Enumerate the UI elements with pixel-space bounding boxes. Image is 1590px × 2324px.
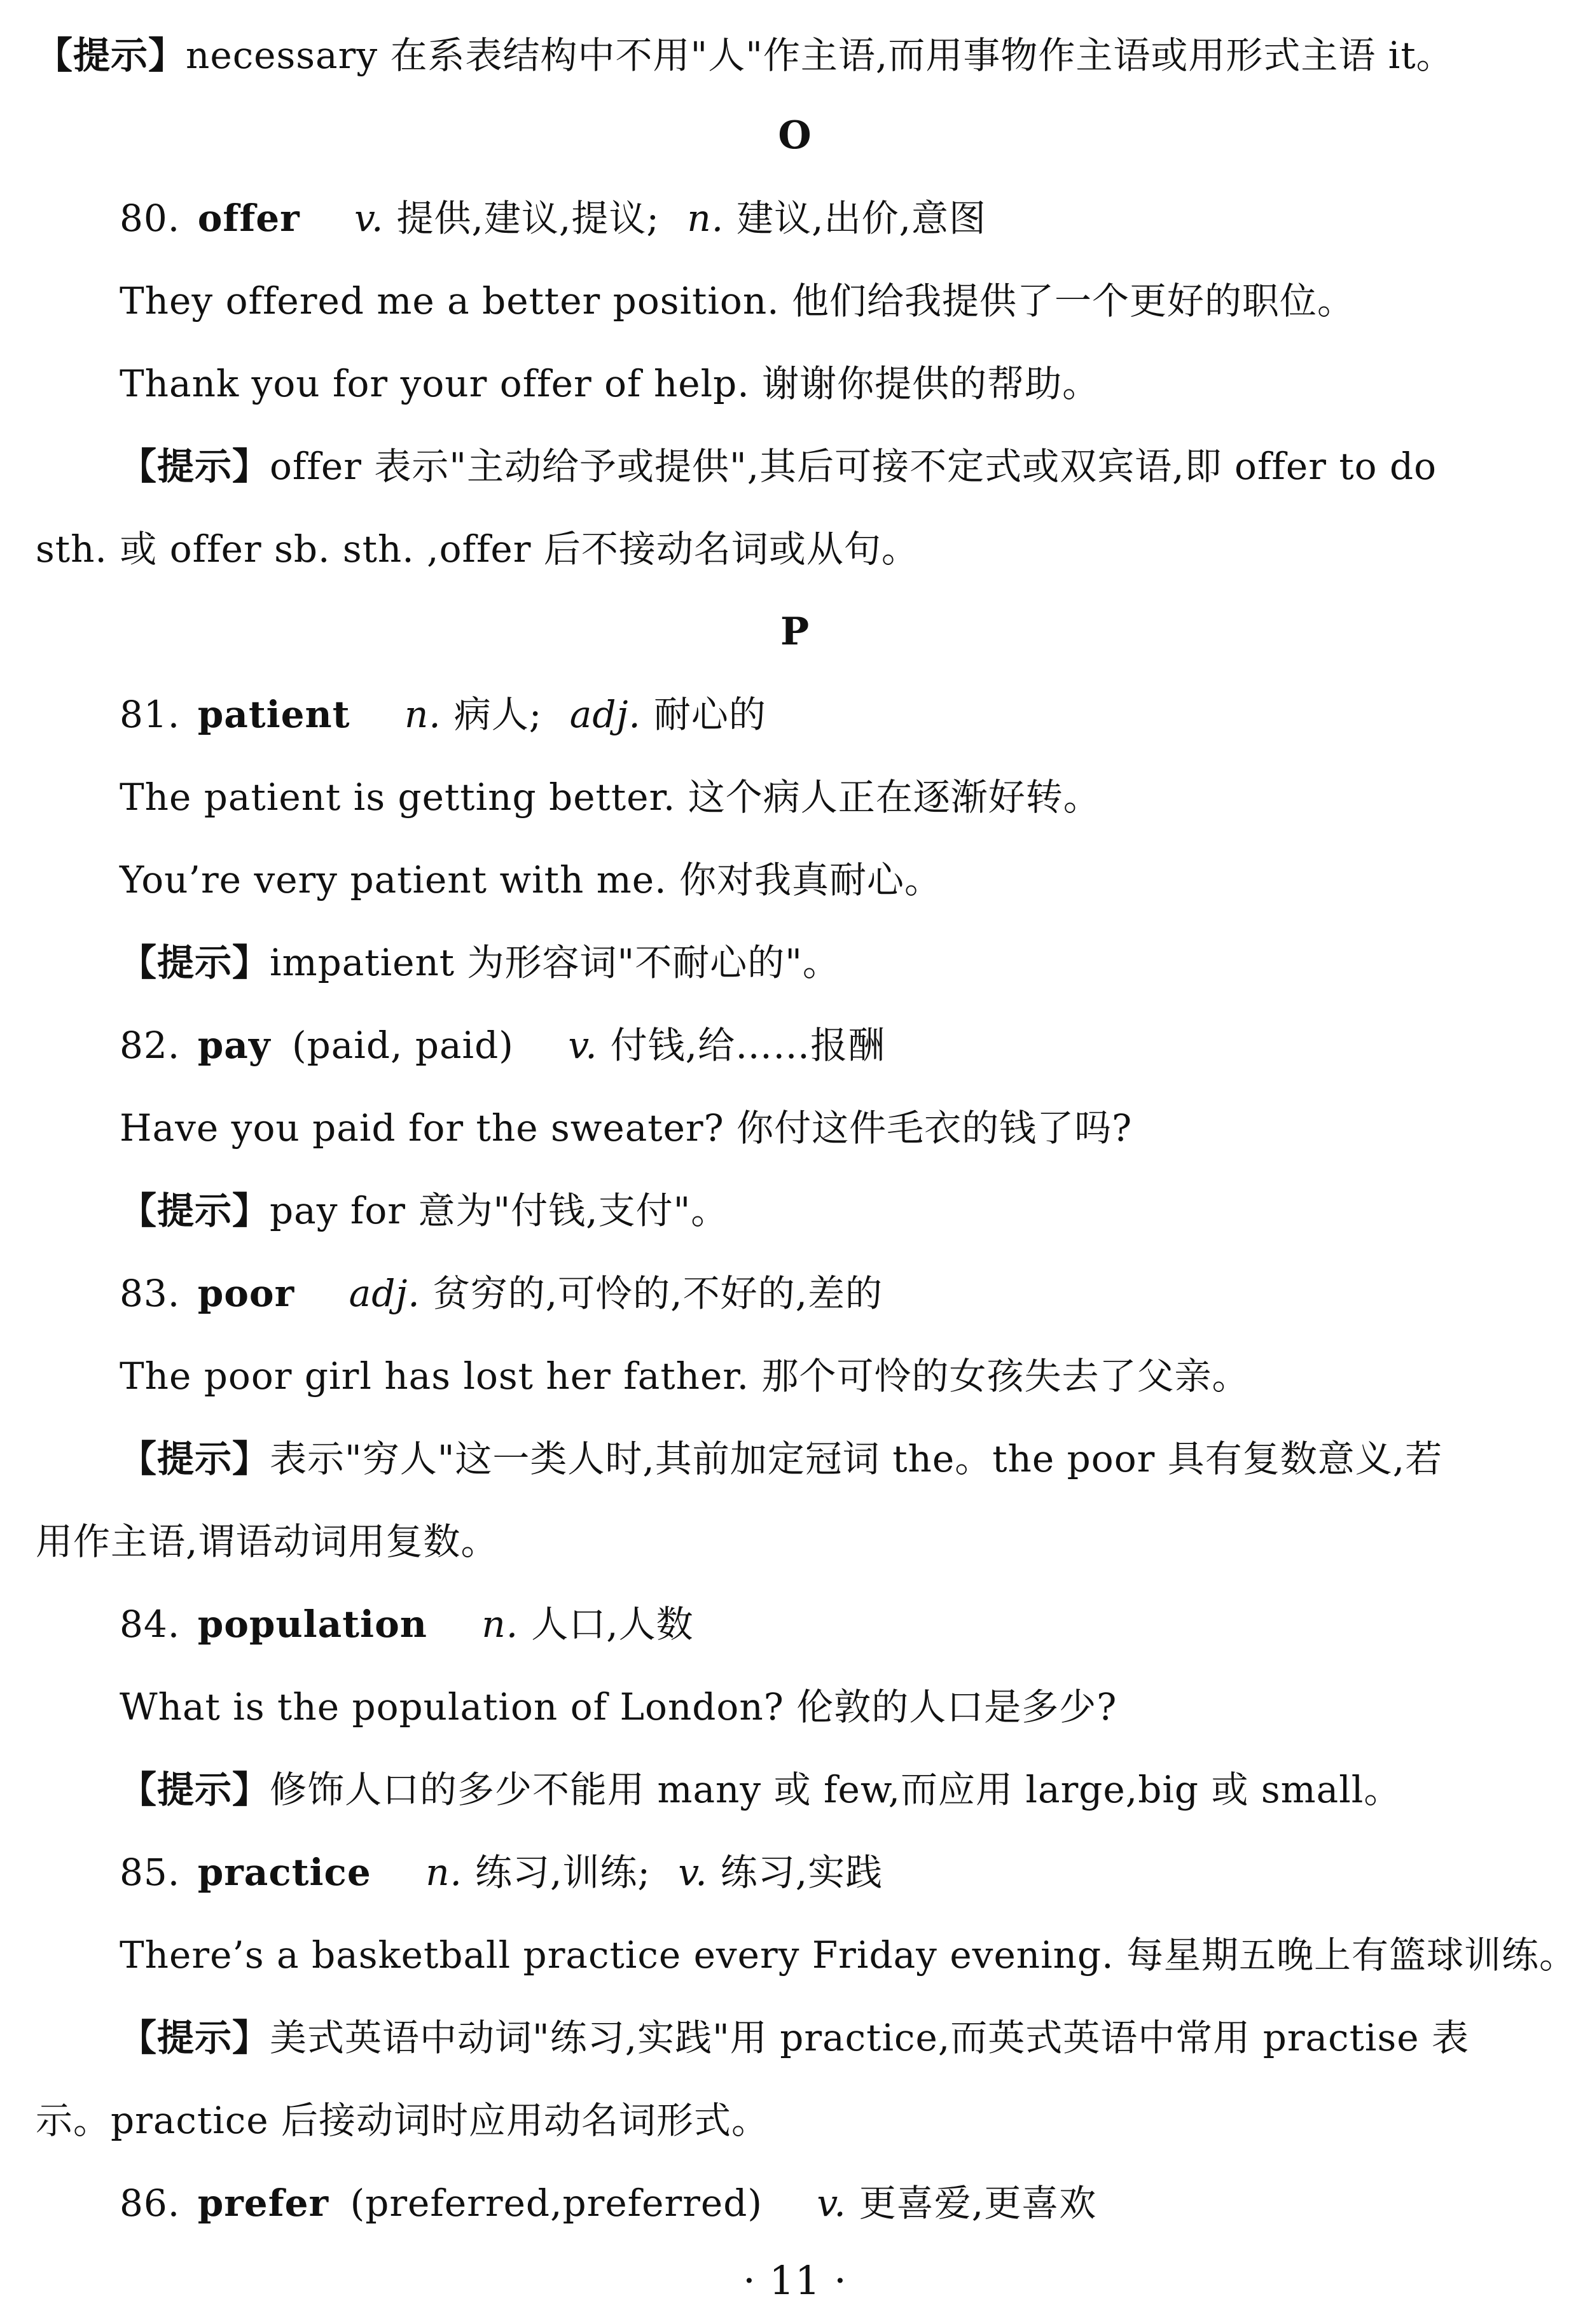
tip-line: 【提示】表示"穷人"这一类人时,其前加定冠词 the。the poor 具有复数意义,若: [120, 1437, 1443, 1480]
example-sentence: There’s a basketball practice every Friday evening. 每星期五晚上有篮球训练。: [120, 1933, 1577, 1977]
section-heading-p: P: [780, 609, 810, 654]
example-sentence: They offered me a better position. 他们给我提供了一个更好的职位。: [120, 279, 1355, 323]
example-sentence: You’re very patient with me. 你对我真耐心。: [120, 858, 942, 901]
tip-line: 【提示】美式英语中动词"练习,实践"用 practice,而英式英语中常用 practise 表: [120, 2016, 1469, 2059]
example-sentence: The poor girl has lost her father. 那个可怜的女孩失去了父亲。: [120, 1354, 1250, 1398]
entry-headword-80: 80. offer v. 提供,建议,提议; n. 建议,出价,意图: [120, 197, 987, 240]
headword: prefer: [197, 2181, 329, 2225]
tip-continuation: sth. 或 offer sb. sth. ,offer 后不接动名词或从句。: [36, 527, 919, 571]
tip-label: 【提示】: [120, 941, 270, 984]
tip-text: necessary 在系表结构中不用"人"作主语,而用事物作主语或用形式主语 it。: [186, 34, 1454, 77]
tip-line: 【提示】修饰人口的多少不能用 many 或 few,而应用 large,big 或 small。: [120, 1768, 1402, 1811]
headword: poor: [197, 1272, 295, 1315]
tip-label: 【提示】: [36, 34, 186, 77]
headword: population: [197, 1603, 427, 1646]
entry-headword-83: 83. poor adj. 贫穷的,可怜的,不好的,差的: [120, 1272, 883, 1315]
tip-line: [0, 14, 1590, 97]
tip-label: 【提示】: [120, 1437, 270, 1480]
tip-line: 【提示】impatient 为形容词"不耐心的"。: [120, 941, 840, 984]
tip-label: 【提示】: [120, 445, 270, 488]
example-sentence: What is the population of London? 伦敦的人口是多少?: [120, 1685, 1117, 1729]
tip-line: 【提示】pay for 意为"付钱,支付"。: [120, 1189, 729, 1232]
headword: pay: [197, 1024, 271, 1067]
entry-headword-85: 85. practice n. 练习,训练; v. 练习,实践: [120, 1851, 883, 1894]
entry-headword-86: 86. prefer (preferred,preferred) v. 更喜爱,更喜欢: [120, 2181, 1097, 2225]
tip-label: 【提示】: [120, 1768, 270, 1811]
example-sentence: Have you paid for the sweater? 你付这件毛衣的钱了吗?: [120, 1106, 1133, 1150]
entry-headword-81: 81. patient n. 病人; adj. 耐心的: [120, 693, 766, 736]
section-heading-o: O: [778, 113, 812, 158]
headword: patient: [197, 693, 350, 736]
example-sentence: The patient is getting better. 这个病人正在逐渐好转。: [120, 776, 1101, 819]
tip-label: 【提示】: [120, 2016, 270, 2059]
entry-headword-82: 82. pay (paid, paid) v. 付钱,给……报酬: [120, 1024, 886, 1067]
tip-label: 【提示】: [120, 1189, 270, 1232]
tip-continuation: 示。practice 后接动词时应用动名词形式。: [36, 2099, 770, 2142]
page-number: · 11 ·: [743, 2257, 847, 2304]
entry-headword-84: 84. population n. 人口,人数: [120, 1603, 694, 1646]
headword: practice: [197, 1851, 371, 1894]
example-sentence: Thank you for your offer of help. 谢谢你提供的帮助。: [120, 362, 1100, 405]
tip-continuation: 用作主语,谓语动词用复数。: [36, 1520, 499, 1563]
tip-line: 【提示】offer 表示"主动给予或提供",其后可接不定式或双宾语,即 offer to do: [120, 445, 1437, 488]
headword: offer: [197, 197, 300, 240]
